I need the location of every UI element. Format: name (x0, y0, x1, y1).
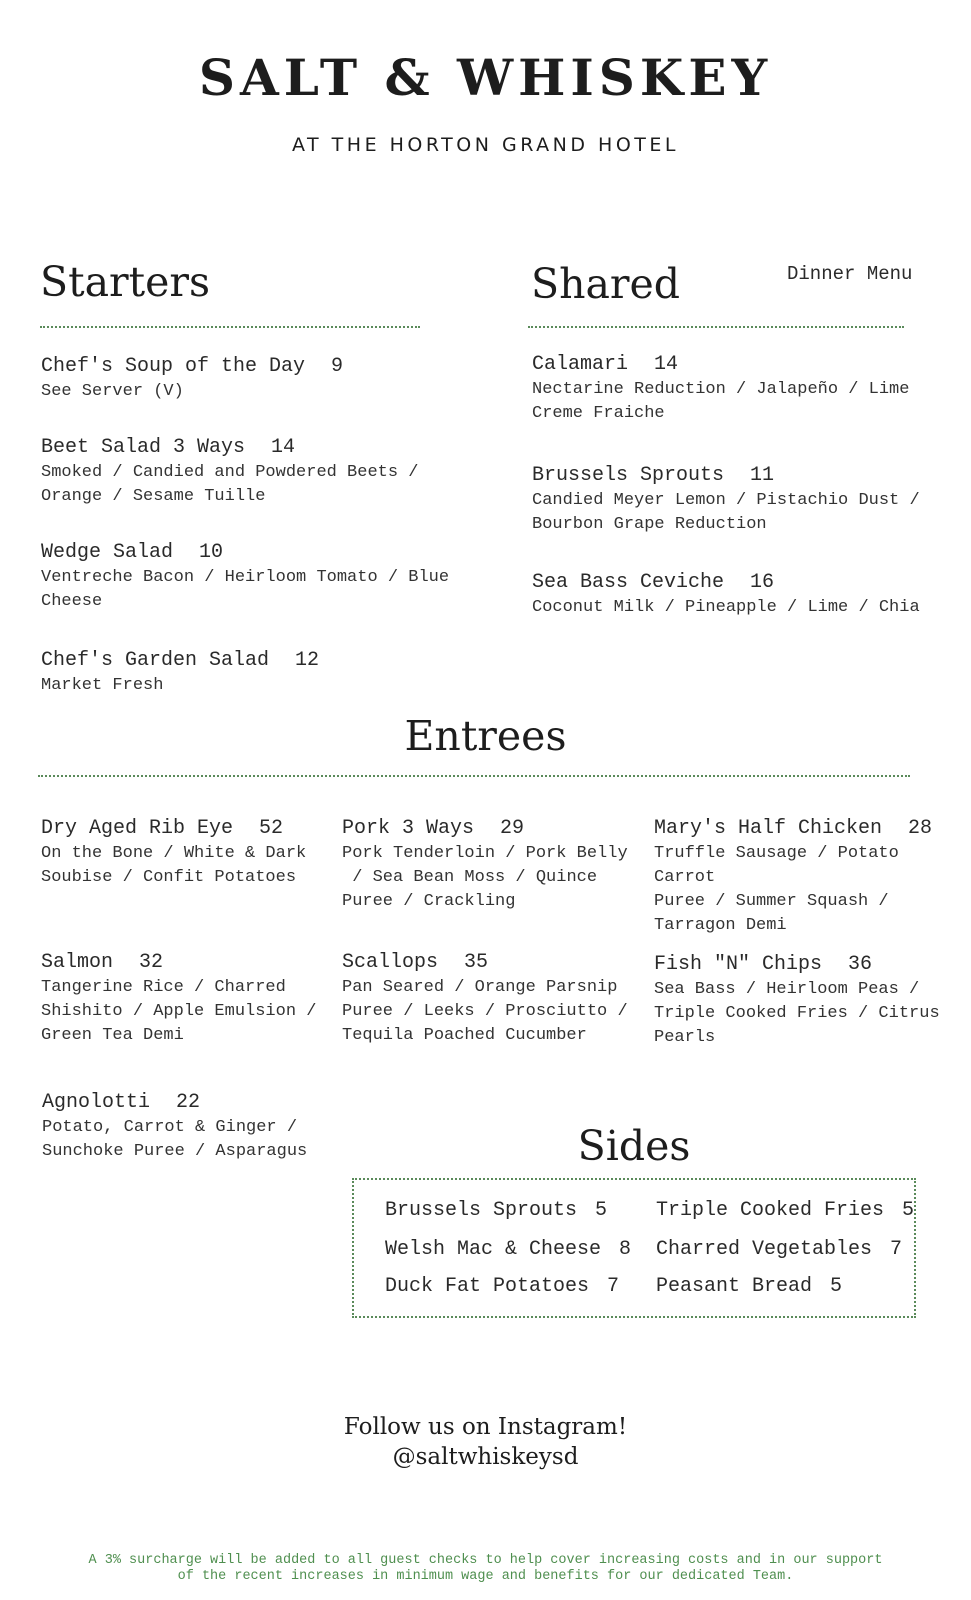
instagram-handle[interactable]: @saltwhiskeysd (392, 1444, 579, 1470)
menu-item (41, 435, 461, 509)
side-price: 8 (619, 1238, 632, 1261)
menu-item (41, 950, 341, 1048)
restaurant-subtitle: AT THE HORTON GRAND HOTEL (292, 134, 679, 156)
surcharge-line-2: of the recent increases in minimum wage and benefits for our dedicated Team. (177, 1569, 794, 1584)
item-price: 12 (295, 649, 320, 672)
side-name: Welsh Mac & Cheese (385, 1238, 602, 1261)
dinner-menu-label: Dinner Menu (787, 263, 913, 285)
side-price: 7 (890, 1238, 903, 1261)
side-price: 7 (607, 1275, 620, 1298)
item-description: Sea Bass / Heirloom Peas / Triple Cooked Fries / Citrus Pearls (654, 980, 940, 1047)
item-name: Brussels Sprouts (532, 464, 725, 487)
item-description: Pork Tenderloin / Pork Belly / Sea Bean Moss / Quince Puree / Crackling (342, 844, 628, 911)
menu-item (532, 463, 952, 537)
side-item (385, 1199, 607, 1222)
item-name: Agnolotti (42, 1091, 151, 1114)
item-description: Tangerine Rice / Charred Shishito / Apple Emulsion / Green Tea Demi (41, 978, 317, 1045)
menu-item (41, 354, 461, 404)
side-name: Brussels Sprouts (385, 1199, 578, 1222)
item-description: Smoked / Candied and Powdered Beets / Orange / Sesame Tuille (41, 463, 419, 506)
item-name: Calamari (532, 353, 629, 376)
item-name: Chef's Soup of the Day (41, 355, 306, 378)
shared-title: Shared (531, 260, 681, 308)
item-name: Wedge Salad (41, 541, 174, 564)
item-description: Nectarine Reduction / Jalapeño / Lime Creme Fraiche (532, 380, 910, 423)
instagram-callout (0, 1412, 971, 1472)
side-price: 5 (830, 1275, 843, 1298)
item-description: Pan Seared / Orange Parsnip Puree / Leeks / Prosciutto / Tequila Poached Cucumber (342, 978, 628, 1045)
menu-item (654, 952, 969, 1050)
menu-item (42, 1090, 342, 1164)
menu-item (41, 540, 481, 614)
item-price: 36 (848, 953, 873, 976)
side-item (656, 1238, 902, 1261)
instagram-text: Follow us on Instagram! (343, 1414, 628, 1440)
item-price: 14 (271, 436, 296, 459)
item-price: 14 (654, 353, 679, 376)
entrees-title: Entrees (404, 712, 567, 760)
item-name: Pork 3 Ways (342, 817, 475, 840)
side-item (656, 1275, 842, 1298)
side-price: 5 (595, 1199, 608, 1222)
item-price: 28 (908, 817, 933, 840)
menu-item (342, 950, 652, 1048)
side-name: Triple Cooked Fries (656, 1199, 885, 1222)
item-description: Potato, Carrot & Ginger / Sunchoke Puree / Asparagus (42, 1118, 308, 1161)
restaurant-name: SALT & WHISKEY (198, 48, 773, 107)
starters-divider (40, 326, 420, 328)
item-name: Beet Salad 3 Ways (41, 436, 246, 459)
menu-item (532, 570, 952, 620)
entrees-divider (38, 775, 910, 777)
menu-item (342, 816, 652, 914)
surcharge-line-1: A 3% surcharge will be added to all guest checks to help cover increasing costs and in our support (88, 1553, 883, 1568)
item-description: Candied Meyer Lemon / Pistachio Dust / Bourbon Grape Reduction (532, 491, 920, 534)
item-price: 52 (259, 817, 284, 840)
side-item (385, 1275, 619, 1298)
item-name: Sea Bass Ceviche (532, 571, 725, 594)
item-description: Truffle Sausage / Potato Carrot Puree / Summer Squash / Tarragon Demi (654, 844, 899, 935)
side-name: Peasant Bread (656, 1275, 813, 1298)
side-item (385, 1238, 631, 1261)
item-price: 35 (464, 951, 489, 974)
side-name: Charred Vegetables (656, 1238, 873, 1261)
surcharge-notice (0, 1553, 971, 1585)
menu-item (41, 648, 461, 698)
item-price: 10 (199, 541, 224, 564)
item-name: Fish "N" Chips (654, 953, 823, 976)
item-price: 11 (750, 464, 775, 487)
item-price: 16 (750, 571, 775, 594)
menu-item (654, 816, 969, 938)
item-description: On the Bone / White & Dark Soubise / Confit Potatoes (41, 844, 307, 887)
item-description: Ventreche Bacon / Heirloom Tomato / Blue Cheese (41, 568, 450, 611)
item-price: 22 (176, 1091, 201, 1114)
shared-divider (528, 326, 904, 328)
side-price: 5 (902, 1199, 915, 1222)
item-name: Mary's Half Chicken (654, 817, 883, 840)
menu-item (532, 352, 952, 426)
side-name: Duck Fat Potatoes (385, 1275, 590, 1298)
side-item (656, 1199, 914, 1222)
item-price: 32 (139, 951, 164, 974)
item-name: Dry Aged Rib Eye (41, 817, 234, 840)
starters-title: Starters (40, 258, 210, 306)
sides-title: Sides (577, 1122, 691, 1170)
item-name: Chef's Garden Salad (41, 649, 270, 672)
menu-item (41, 816, 341, 890)
item-price: 9 (331, 355, 344, 378)
item-description: See Server (V) (41, 382, 184, 401)
item-name: Scallops (342, 951, 439, 974)
item-name: Salmon (41, 951, 114, 974)
item-price: 29 (500, 817, 525, 840)
item-description: Coconut Milk / Pineapple / Lime / Chia (532, 598, 920, 617)
item-description: Market Fresh (41, 676, 164, 695)
